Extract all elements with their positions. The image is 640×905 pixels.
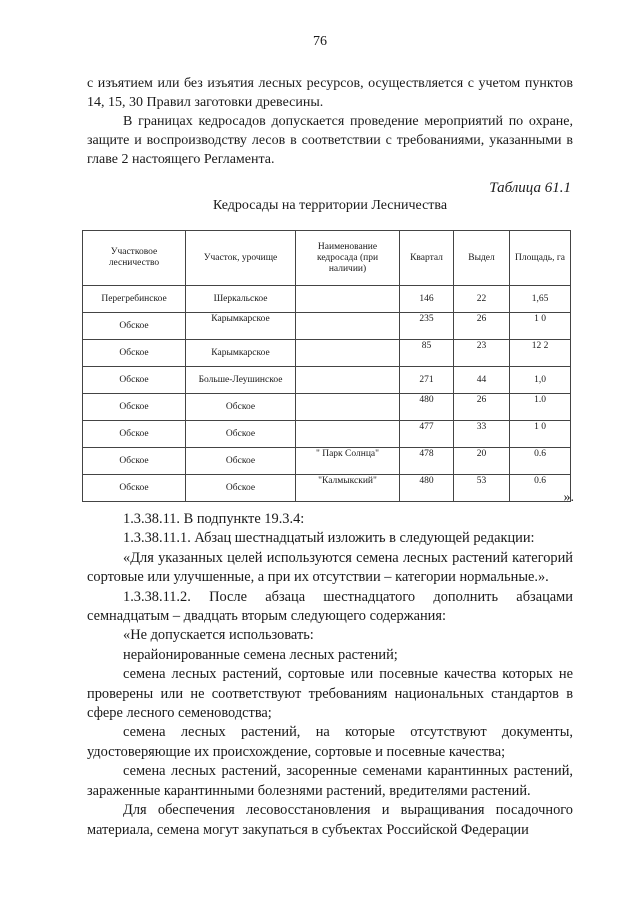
- cell-forestry: Обское: [83, 421, 186, 448]
- cell-quarter: 477: [400, 421, 454, 448]
- header-section: Выдел: [454, 231, 510, 286]
- cell-garden-name: [296, 394, 400, 421]
- cell-forestry: Обское: [83, 448, 186, 475]
- body-paragraph-10: Для обеспечения лесовосстановления и выращивания посадочного материала, семена могут закупаться в субъектах Российской Федерации: [87, 802, 573, 838]
- cell-area: 1.0: [510, 394, 571, 421]
- cell-section: 23: [454, 340, 510, 367]
- cell-garden-name: [296, 286, 400, 313]
- quote-close: ».: [563, 490, 574, 505]
- cell-area: 1,65: [510, 286, 571, 313]
- cell-quarter: 480: [400, 394, 454, 421]
- cell-quarter: 146: [400, 286, 454, 313]
- cell-section: 44: [454, 367, 510, 394]
- cell-plot: Шеркальское: [186, 286, 296, 313]
- table-row: [83, 286, 571, 313]
- body-paragraph-7: семена лесных растений, сортовые или посевные качества которых не проверены или не соответствуют требованиям национальных стандартов в сфере лесного семеноводства;: [87, 666, 573, 722]
- cell-area: 12 2: [510, 340, 571, 367]
- header-forestry: Участковое лесничество: [83, 231, 186, 286]
- table-caption: Таблица 61.1: [489, 180, 571, 196]
- cell-plot: Обское: [186, 394, 296, 421]
- cell-forestry: Обское: [83, 475, 186, 502]
- table-row: [83, 448, 571, 475]
- cell-forestry: Обское: [83, 367, 186, 394]
- body-paragraph-6: нерайонированные семена лесных растений;: [123, 646, 398, 663]
- cell-garden-name: [296, 340, 400, 367]
- cell-quarter: 85: [400, 340, 454, 367]
- cell-forestry: Обское: [83, 340, 186, 367]
- cell-section: 33: [454, 421, 510, 448]
- intro-paragraph-2: В границах кедросадов допускается проведение мероприятий по охране, защите и воспроизводству лесов в соответствии с требованиями, указанными в главе 2 настоящего Регламента.: [87, 114, 573, 167]
- cell-garden-name: [296, 367, 400, 394]
- table-title: Кедросады на территории Лесничества: [212, 198, 448, 213]
- body-paragraph-4: 1.3.38.11.2. После абзаца шестнадцатого дополнить абзацами семнадцатым – двадцать вторым следующего содержания:: [87, 588, 573, 625]
- cell-garden-name: [296, 421, 400, 448]
- cell-garden-name: " Парк Солнца": [296, 448, 400, 475]
- header-plot: Участок, урочище: [186, 231, 296, 286]
- cell-quarter: 480: [400, 475, 454, 502]
- cell-garden-name: [296, 313, 400, 340]
- cell-section: 26: [454, 313, 510, 340]
- cell-garden-name: "Калмыкский": [296, 475, 400, 502]
- cell-forestry: Перегребинское: [83, 286, 186, 313]
- cell-area: 0.6: [510, 475, 571, 502]
- body-paragraph-3: «Для указанных целей используются семена лесных растений категорий сортовые или улучшенные, а при их отсутствии – категории нормальные.».: [87, 549, 573, 586]
- body-text: [87, 510, 573, 840]
- table-row: [83, 367, 571, 394]
- table-header-row: [83, 231, 571, 286]
- table-row: [83, 394, 571, 421]
- cell-section: 53: [454, 475, 510, 502]
- cell-forestry: Обское: [83, 313, 186, 340]
- cell-plot: Карымкарское: [186, 313, 296, 340]
- body-paragraph-1: 1.3.38.11. В подпункте 19.3.4:: [123, 511, 305, 527]
- header-area: Площадь, га: [510, 231, 571, 286]
- cedar-gardens-table: [82, 230, 571, 502]
- cell-area: 1 0: [510, 421, 571, 448]
- intro-paragraph-1: с изъятием или без изъятия лесных ресурсов, осуществляется с учетом пунктов 14, 15, 30 Правил заготовки древесины.: [87, 76, 573, 110]
- body-paragraph-2: 1.3.38.11.1. Абзац шестнадцатый изложить в следующей редакции:: [123, 530, 535, 547]
- table-row: [83, 313, 571, 340]
- cell-plot: Больше-Леушинское: [186, 367, 296, 394]
- cell-plot: Карымкарское: [186, 340, 296, 367]
- table-row: [83, 340, 571, 367]
- body-paragraph-5: «Не допускается использовать:: [123, 627, 314, 644]
- page-number: 76: [313, 34, 327, 49]
- cell-area: 1 0: [510, 313, 571, 340]
- cell-quarter: 235: [400, 313, 454, 340]
- cell-area: 1,0: [510, 367, 571, 394]
- cell-plot: Обское: [186, 421, 296, 448]
- cell-section: 26: [454, 394, 510, 421]
- cell-quarter: 271: [400, 367, 454, 394]
- intro-text: [87, 74, 573, 169]
- body-paragraph-9: семена лесных растений, засоренные семенами карантинных растений, зараженные карантинными болезнями растений, вредителями растений.: [87, 763, 573, 799]
- cell-plot: Обское: [186, 448, 296, 475]
- table-row: [83, 421, 571, 448]
- cell-forestry: Обское: [83, 394, 186, 421]
- body-paragraph-8: семена лесных растений, на которые отсутствуют документы, удостоверяющие их происхождение, сортовые и посевные качества;: [87, 724, 573, 760]
- cell-area: 0.6: [510, 448, 571, 475]
- cell-section: 20: [454, 448, 510, 475]
- cell-plot: Обское: [186, 475, 296, 502]
- cell-quarter: 478: [400, 448, 454, 475]
- cell-section: 22: [454, 286, 510, 313]
- header-quarter: Квартал: [400, 231, 454, 286]
- table-row: [83, 475, 571, 502]
- header-garden-name: Наименование кедросада (при наличии): [296, 231, 400, 286]
